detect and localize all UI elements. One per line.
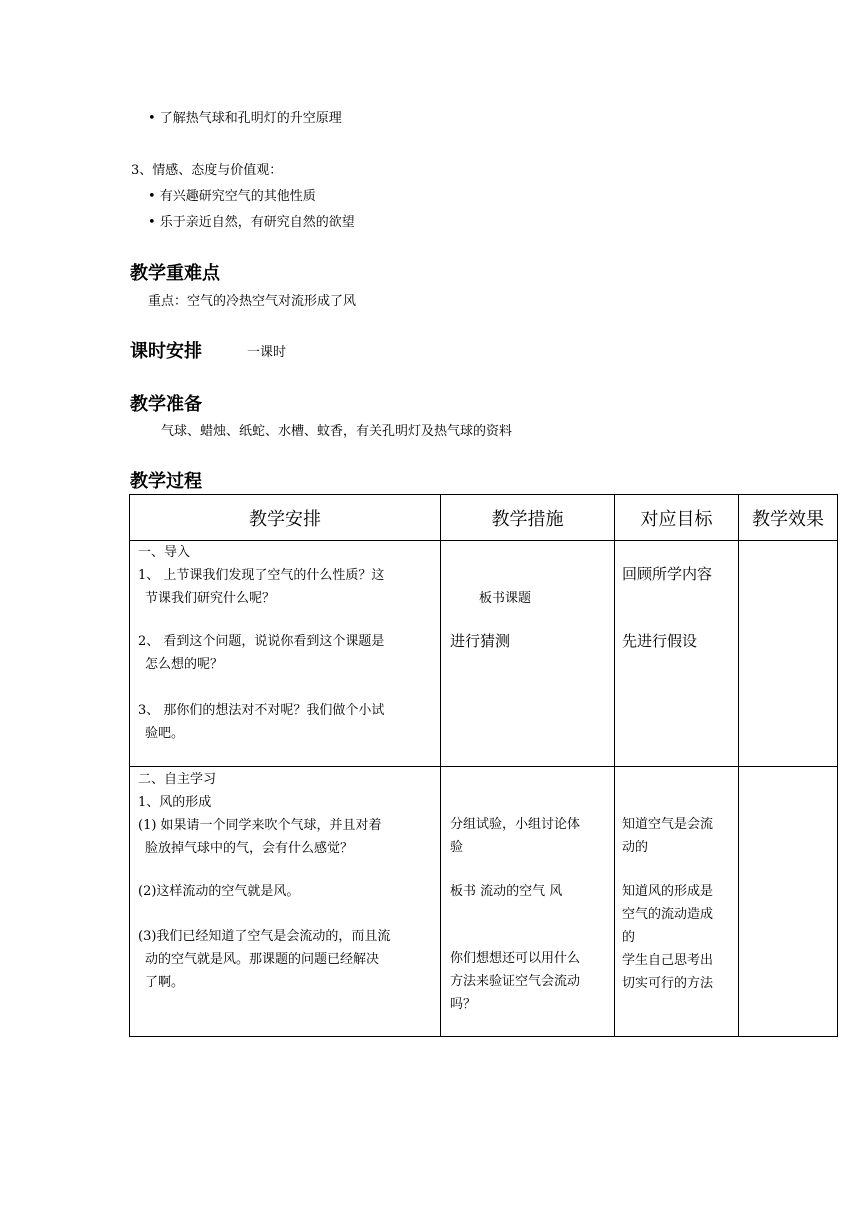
cell-line: 回顾所学内容 <box>622 565 713 583</box>
cell-line: 节课我们研究什么呢？ <box>145 591 276 606</box>
cell-line: 验吧。 <box>145 726 185 741</box>
cell-arrangement <box>130 767 441 1037</box>
sub-heading: 3、情感、态度与价值观： <box>131 163 283 178</box>
cell-line: 了啊。 <box>145 975 185 990</box>
cell-line: 你们想想还可以用什么 <box>450 951 581 966</box>
section-title-schedule: 课时安排 <box>130 341 202 362</box>
bullet-item: • 乐于亲近自然，有研究自然的欲望 <box>148 215 355 230</box>
cell-line: 的 <box>622 930 636 945</box>
section-text-prep: 气球、蜡烛、纸蛇、水槽、蚊香，有关孔明灯及热气球的资料 <box>161 424 513 439</box>
cell-line: (3)我们已经知道了空气是会流动的，而且流 <box>138 929 391 944</box>
cell-line: 学生自己思考出 <box>622 953 714 968</box>
cell-measures <box>441 767 615 1037</box>
cell-line: 知道风的形成是 <box>622 884 714 899</box>
cell-line: 板书 流动的空气 风 <box>450 884 563 899</box>
table-row <box>130 541 838 767</box>
section-text-difficulty: 重点：空气的冷热空气对流形成了风 <box>148 294 357 309</box>
bullet-item: • 了解热气球和孔明灯的升空原理 <box>148 111 342 126</box>
section-text-schedule: 一课时 <box>247 345 287 360</box>
header-measures: 教学措施 <box>441 495 615 541</box>
cell-line: 动的 <box>622 840 649 855</box>
cell-line: (1) 如果请一个同学来吹个气球，并且对着 <box>138 818 382 833</box>
cell-line: 怎么想的呢？ <box>145 657 224 672</box>
header-arrangement: 教学安排 <box>130 495 441 541</box>
cell-line: 方法来验证空气会流动 <box>450 974 581 989</box>
section-title-process: 教学过程 <box>130 471 202 492</box>
header-goals: 对应目标 <box>615 495 739 541</box>
cell-line: 进行猜测 <box>450 632 511 650</box>
section-title-difficulty: 教学重难点 <box>130 263 220 284</box>
cell-line: 切实可行的方法 <box>622 976 714 991</box>
cell-line: 2、 看到这个问题，说说你看到这个课题是 <box>138 634 385 649</box>
cell-line: 吗？ <box>450 997 477 1012</box>
cell-line: 1、风的形成 <box>138 795 212 810</box>
cell-effects <box>739 541 838 767</box>
cell-effects <box>739 767 838 1037</box>
cell-measures <box>441 541 615 767</box>
cell-line: 动的空气就是风。那课题的问题已经解决 <box>145 952 380 967</box>
cell-line: 验 <box>450 840 464 855</box>
cell-line: 3、 那你们的想法对不对呢？我们做个小试 <box>138 703 385 718</box>
cell-line: 知道空气是会流 <box>622 817 714 832</box>
cell-line: 分组试验，小组讨论体 <box>450 817 581 832</box>
cell-line: 空气的流动造成 <box>622 907 714 922</box>
cell-line: (2)这样流动的空气就是风。 <box>138 884 300 899</box>
bullet-item: • 有兴趣研究空气的其他性质 <box>148 189 316 204</box>
cell-line: 板书课题 <box>479 591 532 606</box>
process-table <box>129 494 838 1037</box>
section-title-prep: 教学准备 <box>130 394 202 415</box>
cell-line: 脸放掉气球中的气，会有什么感觉？ <box>145 841 354 856</box>
cell-goals <box>615 767 739 1037</box>
cell-line: 1、 上节课我们发现了空气的什么性质？这 <box>138 568 385 583</box>
cell-line: 二、自主学习 <box>138 772 217 787</box>
cell-line: 先进行假设 <box>622 632 698 650</box>
header-effects: 教学效果 <box>739 495 838 541</box>
table-header-row <box>130 495 838 541</box>
cell-arrangement <box>130 541 441 767</box>
table-row <box>130 767 838 1037</box>
cell-line: 一、导入 <box>138 545 191 560</box>
cell-goals <box>615 541 739 767</box>
